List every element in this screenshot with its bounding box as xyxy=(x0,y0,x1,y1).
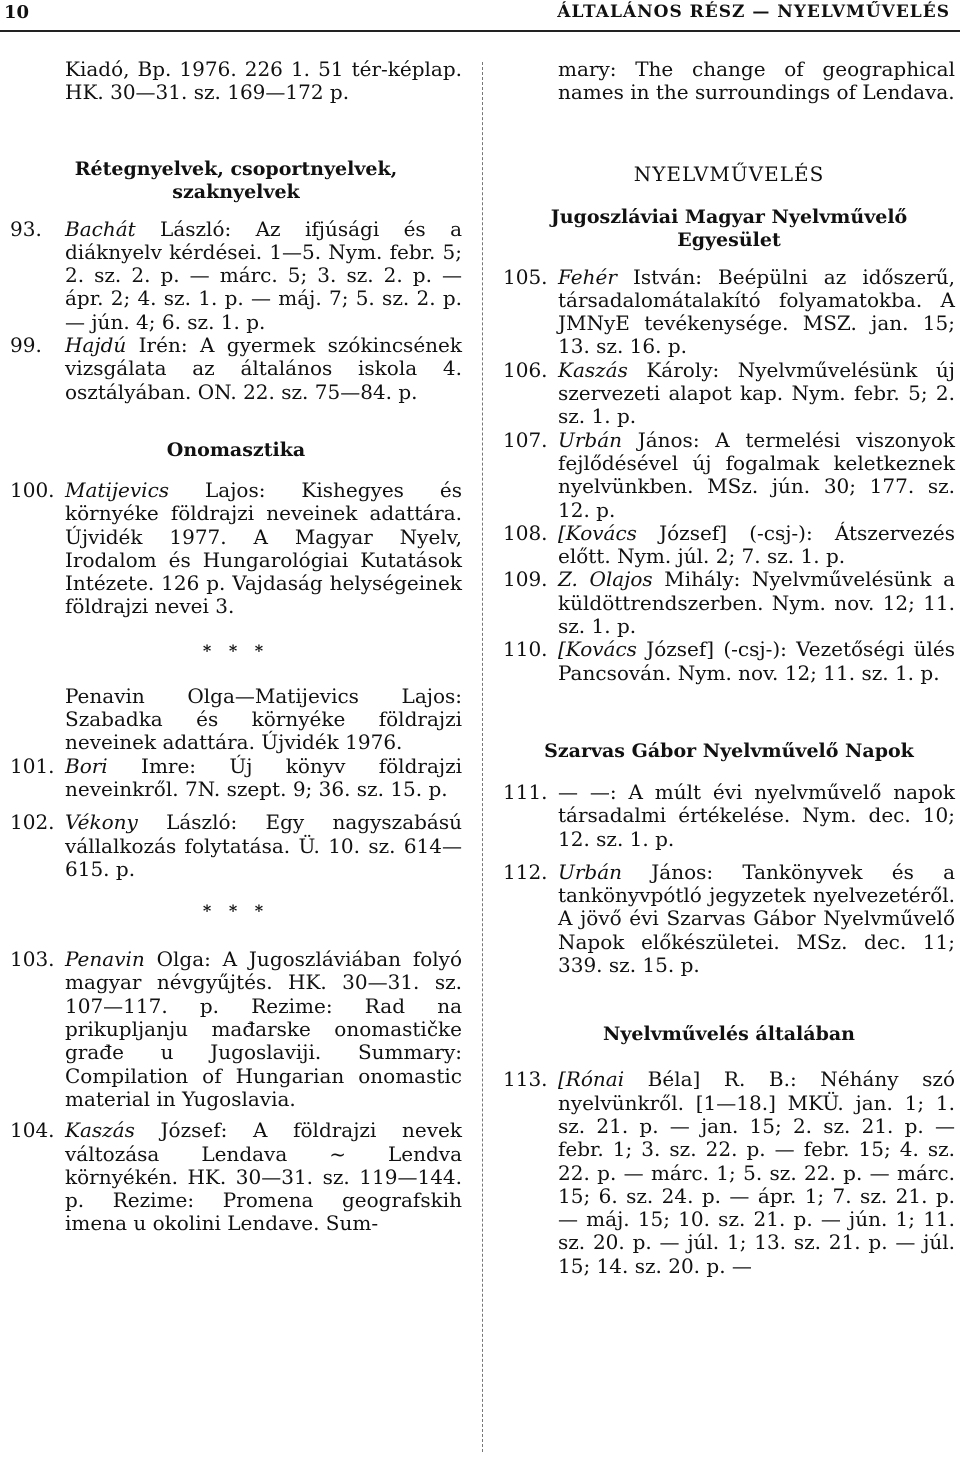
entry-text: László: Az ifjúsági és a diáknyelv kérdései. 1—5. Nym. febr. 5; 2. sz. 2. p. — márc. 5; 3. sz. 2. p. — ápr. 2; 4. sz. 1. p. — máj. 7; 5. sz. 2. p. — jún. 4; 6. sz. 1. p. xyxy=(65,216,462,334)
list-item xyxy=(10,218,462,334)
list-item xyxy=(503,861,955,977)
entry-text: István: Beépülni az időszerű, társadalomátalakító folyamatokba. A JMNyE tevékenysége. MSZ. jan. 15; 13. sz. 16. p. xyxy=(558,264,955,359)
author-name: Hajdú xyxy=(65,333,127,358)
entry-number: 106. xyxy=(503,357,548,382)
author-name: Kaszás xyxy=(65,1118,135,1143)
entry-number: 104. xyxy=(10,1118,55,1143)
list-item xyxy=(503,429,955,522)
subsection-heading: Jugoszláviai Magyar Nyelvművelő Egyesület xyxy=(550,205,908,251)
list-item xyxy=(10,1119,462,1235)
page-header xyxy=(0,0,960,32)
section-heading: NYELVMŰVELÉS xyxy=(633,161,825,186)
entry-text: József: A földrajzi nevek változása Lendava ~ Lendva környékén. HK. 30—31. sz. 119—144. p. Rezime: Promena geografskih imena u okolini Lendave. Sum- xyxy=(65,1118,462,1236)
author-name: Z. Olajos xyxy=(558,567,653,592)
author-name: Bori xyxy=(65,753,108,778)
list-item xyxy=(503,568,955,638)
author-name: Penavin xyxy=(65,947,145,972)
section-heading: Rétegnyelvek, csoportnyelvek, szaknyelvek xyxy=(74,157,398,203)
left-column xyxy=(10,58,462,1236)
entry-number: 105. xyxy=(503,264,548,289)
author-name: Bachát xyxy=(65,216,136,241)
subsection-heading: Nyelvművelés általában xyxy=(603,1023,855,1046)
entry-text: Imre: Új könyv földrajzi neveinkről. 7N. szept. 9; 36. sz. 15. p. xyxy=(65,753,462,801)
entry-number: 93. xyxy=(10,216,42,241)
entry-text: Olga: A Jugoszláviában folyó magyar névgyűjtés. HK. 30—31. sz. 107—117. p. Rezime: Rad na prikupljanju mađarske onomastičke građe u Jugoslaviji. Summary: Compilation of Hungarian onomastic material in Yugoslavia. xyxy=(65,947,462,1111)
author-name: [Kovács xyxy=(558,637,637,662)
page-number: 10 xyxy=(4,2,30,23)
list-item xyxy=(503,781,955,851)
entry-text: Béla] R. B.: Néhány szó nyelvünkről. [1—18.] MKÜ. jan. 1; 1. sz. 21. p. — jan. 15; 2. sz. 21. p. — febr. 1; 3. sz. 22. p. — febr. 15; 4. sz. 22. p. — márc. 1; 5. sz. 22. p. — márc. 15; 6. sz. 24. p. — ápr. 1; 7. sz. 21. p. — máj. 15; 10. sz. 21. p. — jún. 1; 11. sz. 20. p. — júl. 1; 13. sz. 21. p. — júl. 15; 14. sz. 20. p. — xyxy=(558,1067,955,1278)
continued-entry: Kiadó, Bp. 1976. 226 1. 51 tér-képlap. HK. 30—31. sz. 169—172 p. xyxy=(65,57,462,105)
entry-number: 107. xyxy=(503,427,548,452)
list-item xyxy=(503,638,955,685)
entry-text: László: Egy nagyszabású vállalkozás folytatása. Ü. 10. sz. 614—615. p. xyxy=(65,810,462,881)
entry-number: 113. xyxy=(503,1067,548,1092)
list-item xyxy=(10,755,462,802)
entry-text: Irén: A gyermek szókincsének vizsgálata az általános iskola 4. osztályában. ON. 22. sz. 75—84. p. xyxy=(65,333,462,404)
entry-number: 99. xyxy=(10,333,42,358)
list-item xyxy=(10,948,462,1111)
entry-number: 108. xyxy=(503,520,548,545)
list-item xyxy=(503,1068,955,1278)
entry-text: — —: A múlt évi nyelvművelő napok társadalmi értékelése. Nym. dec. 10; 12. sz. 1. p. xyxy=(558,779,955,851)
entry-number: 103. xyxy=(10,947,55,972)
author-name: [Kovács xyxy=(558,520,637,545)
author-name: Urbán xyxy=(558,427,623,452)
column-divider xyxy=(482,62,483,1452)
entry-number: 112. xyxy=(503,859,548,884)
entry-text: József] (-csj-): Átszervezés előtt. Nym. júl. 2; 7. sz. 1. p. xyxy=(558,520,955,569)
author-name: Urbán xyxy=(558,859,623,884)
separator-stars: * * * xyxy=(202,640,270,660)
list-item xyxy=(10,479,462,619)
entry-text: Mihály: Nyelvművelésünk a küldöttrendszerben. Nym. nov. 12; 11. sz. 1. p. xyxy=(558,567,956,639)
author-name: Matijevics xyxy=(65,477,170,502)
author-name: Vékony xyxy=(65,810,138,835)
list-item xyxy=(503,359,955,429)
list-item xyxy=(10,334,462,404)
list-item xyxy=(503,266,955,359)
entry-number: 101. xyxy=(10,753,55,778)
entry-number: 102. xyxy=(10,810,55,835)
list-item xyxy=(503,522,955,569)
entry-number: 109. xyxy=(503,567,548,592)
subsection-heading: Szarvas Gábor Nyelvművelő Napok xyxy=(544,739,914,762)
list-item xyxy=(10,811,462,881)
running-title: ÁLTALÁNOS RÉSZ — NYELVMŰVELÉS xyxy=(557,2,950,22)
entry-text: Károly: Nyelvművelésünk új szervezeti alapot kap. Nym. febr. 5; 2. sz. 1. p. xyxy=(558,357,955,429)
author-name: [Rónai xyxy=(558,1067,625,1092)
continued-entry: mary: The change of geographical names in the surroundings of Lendava. xyxy=(558,57,955,105)
entry-number: 110. xyxy=(503,637,548,662)
entry-text: Lajos: Kishegyes és környéke földrajzi neveinek adattára. Újvidék 1977. A Magyar Nyelv, Irodalom és Hungarológiai Kutatások Intézete. 126 p. Vajdaság helységeinek földrajzi nevei 3. xyxy=(65,477,462,619)
author-name: Kaszás xyxy=(558,357,628,382)
entry-text: János: A termelési viszonyok fejlődésével új fogalmak keletkeznek nyelvünkben. MSz. jún. 30; 177. sz. 12. p. xyxy=(558,427,955,522)
list-item: Penavin Olga—Matijevics Lajos: Szabadka és környéke földrajzi neveinek adattára. Újvidék 1976. xyxy=(65,683,462,755)
entry-number: 100. xyxy=(10,477,55,502)
entry-number: 111. xyxy=(503,779,548,804)
section-heading: Onomasztika xyxy=(166,438,306,461)
entry-text: József] (-csj-): Vezetőségi ülés Pancsován. Nym. nov. 12; 11. sz. 1. p. xyxy=(558,637,955,685)
separator-stars: * * * xyxy=(202,901,270,921)
right-column xyxy=(503,58,955,1278)
entry-text: János: Tankönyvek és a tankönyvpótló jegyzetek nyelvezetéről. A jövő évi Szarvas Gábor Nyelvművelő Napok előkészületei. MSz. dec. 11; 339. sz. 15. p. xyxy=(558,859,955,978)
author-name: Fehér xyxy=(558,264,617,289)
